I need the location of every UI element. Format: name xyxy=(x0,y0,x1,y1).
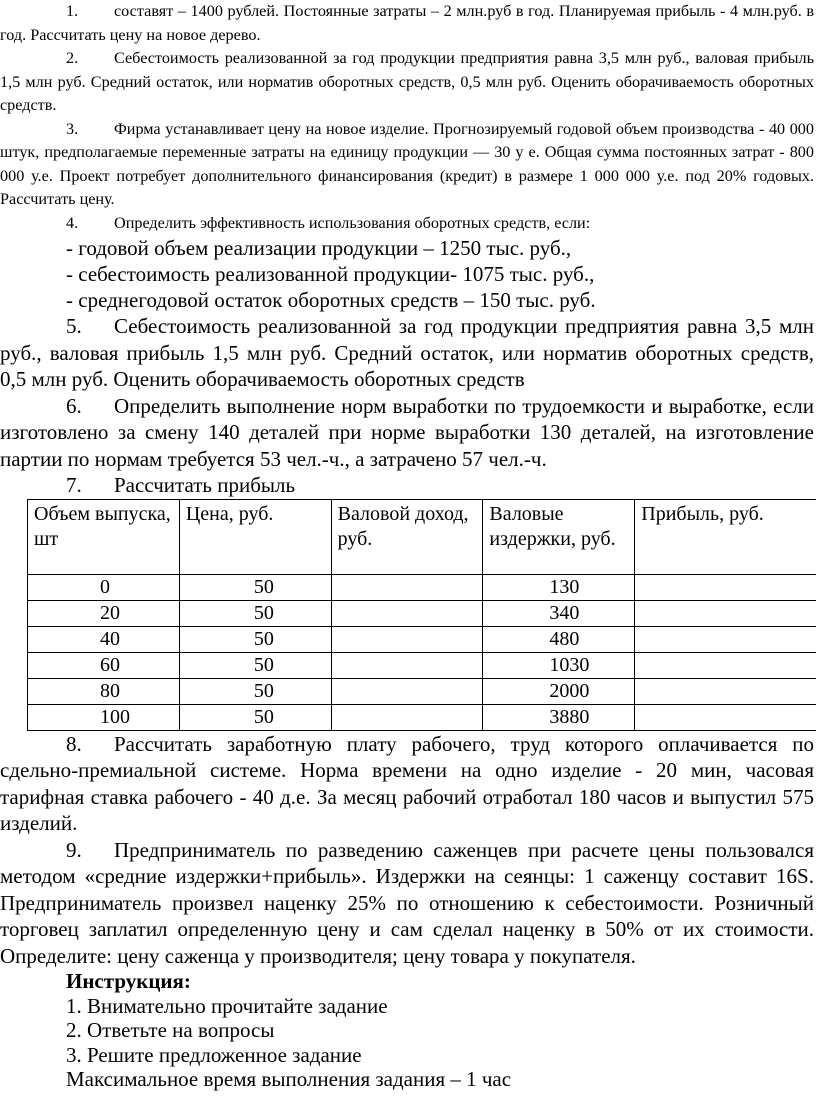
table-cell xyxy=(331,678,483,704)
column-header: Объем выпуска, шт xyxy=(28,499,180,574)
table-cell xyxy=(635,652,816,678)
task-text: Определить эффективность использования оборотных средств, если: xyxy=(114,213,591,232)
table-cell xyxy=(331,626,483,652)
table-cell xyxy=(635,704,816,730)
table-cell: 3880 xyxy=(483,704,635,730)
table-cell xyxy=(331,652,483,678)
task-2 xyxy=(0,47,816,118)
table-cell: 60 xyxy=(28,652,180,678)
task-number: 6. xyxy=(66,393,82,418)
table-cell: 100 xyxy=(28,704,180,730)
table-cell xyxy=(331,704,483,730)
instruction-item: 2. Ответьте на вопросы xyxy=(66,1018,275,1042)
task-number: 8. xyxy=(66,731,82,756)
column-header: Прибыль, руб. xyxy=(635,499,816,574)
task-number: 4. xyxy=(66,213,79,232)
task-number: 5. xyxy=(66,314,82,338)
profit-table xyxy=(27,499,816,731)
table-cell: 2000 xyxy=(483,678,635,704)
task-number: 1. xyxy=(66,2,79,20)
task-4-item: - среднегодовой остаток оборотных средств – 150 тыс. руб. xyxy=(66,288,596,312)
table-row xyxy=(28,678,816,704)
task-4 xyxy=(0,212,816,236)
task-text: Предприниматель по разведению саженцев при расчете цены пользовался методом «средние издержки+прибыль». Издержки на сеянцы: 1 саженцу составит 16S. Предприниматель произвел наценку 25% по отношению к себестоимости. Розничный торговец заплатил определенную цену и сам сделал наценку в 50% от их стоимости. Определите: цену саженца у производителя; цену товара у покупателя. xyxy=(0,837,814,968)
table-row xyxy=(28,574,816,600)
table-cell xyxy=(635,574,816,600)
task-6 xyxy=(0,393,816,473)
table-cell: 480 xyxy=(483,626,635,652)
task-text: составят – 1400 рублей. Постоянные затраты – 2 млн.руб в год. Планируемая прибыль - 4 млн.руб. в год. Рассчитать цену на новое дерево. xyxy=(0,2,814,44)
task-text: Себестоимость реализованной за год продукции предприятия равна 3,5 млн руб., валовая прибыль 1,5 млн руб. Средний остаток, или норматив оборотных средств, 0,5 млн руб. Оценить оборачиваемость оборотных средств xyxy=(0,314,814,391)
task-5 xyxy=(0,313,816,393)
table-cell: 50 xyxy=(179,652,331,678)
task-number: 2. xyxy=(66,49,79,67)
table-cell: 50 xyxy=(179,574,331,600)
table-cell: 340 xyxy=(483,600,635,626)
table-cell: 50 xyxy=(179,678,331,704)
table-cell xyxy=(331,574,483,600)
task-text: Рассчитать прибыль xyxy=(114,473,296,497)
table-cell xyxy=(635,600,816,626)
table-cell: 0 xyxy=(28,574,180,600)
table-row xyxy=(28,626,816,652)
table-row xyxy=(28,704,816,730)
task-3 xyxy=(0,118,816,212)
time-note: Максимальное время выполнения задания – 1 час xyxy=(66,1067,512,1091)
task-text: Фирма устанавливает цену на новое изделие. Прогнозируемый годовой объем производства - 40 000 штук, предполагаемые переменные затраты на единицу продукции — 30 у е. Общая сумма постоянных затрат - 800 000 у.е. Проект потребует дополнительного финансирования (кредит) в размере 1 000 000 у.е. под 20% годовых. Рассчитать цену. xyxy=(0,119,814,208)
column-header: Валовые издержки, руб. xyxy=(483,499,635,574)
task-number: 9. xyxy=(66,837,82,862)
instruction-item: 1. Внимательно прочитайте задание xyxy=(66,993,388,1018)
task-text: Определить выполнение норм выработки по трудоемкости и выработке, если изготовлено за смену 140 деталей при норме выработки 130 деталей, на изготовление партии по нормам требуется 53 чел.-ч., а затрачено 57 чел.-ч. xyxy=(0,393,814,471)
table-cell xyxy=(635,678,816,704)
task-9 xyxy=(0,837,816,970)
table-cell: 80 xyxy=(28,678,180,704)
table-header-row xyxy=(28,499,816,574)
task-1 xyxy=(0,0,816,47)
task-number: 7. xyxy=(66,473,82,497)
task-4-item: - годовой объем реализации продукции – 1250 тыс. руб., xyxy=(66,236,572,260)
table-cell xyxy=(331,600,483,626)
task-4-item: - себестоимость реализованной продукции- 1075 тыс. руб., xyxy=(66,262,595,286)
table-cell: 130 xyxy=(483,574,635,600)
table-cell: 20 xyxy=(28,600,180,626)
instructions-title: Инструкция: xyxy=(66,969,191,993)
table-cell: 50 xyxy=(179,626,331,652)
task-7 xyxy=(0,472,816,499)
task-number: 3. xyxy=(66,119,79,138)
task-text: Рассчитать заработную плату рабочего, труд которого оплачивается по сдельно-премиальной системе. Норма времени на одно изделие - 20 мин, часовая тарифная ставка рабочего - 40 д.е. За месяц рабочий отработал 180 часов и выпустил 575 изделий. xyxy=(0,731,814,835)
table-cell xyxy=(635,626,816,652)
table-row xyxy=(28,600,816,626)
table-row xyxy=(28,652,816,678)
table-cell: 40 xyxy=(28,626,180,652)
column-header: Валовой доход, руб. xyxy=(331,499,483,574)
task-8 xyxy=(0,731,816,837)
instruction-item: 3. Решите предложенное задание xyxy=(66,1042,362,1067)
table-cell: 50 xyxy=(179,704,331,730)
column-header: Цена, руб. xyxy=(179,499,331,574)
table-cell: 50 xyxy=(179,600,331,626)
table-cell: 1030 xyxy=(483,652,635,678)
task-text: Себестоимость реализованной за год продукции предприятия равна 3,5 млн руб., валовая прибыль 1,5 млн руб. Средний остаток, или норматив оборотных средств, 0,5 млн руб. Оценить оборачиваемость оборотных средств. xyxy=(0,49,814,114)
